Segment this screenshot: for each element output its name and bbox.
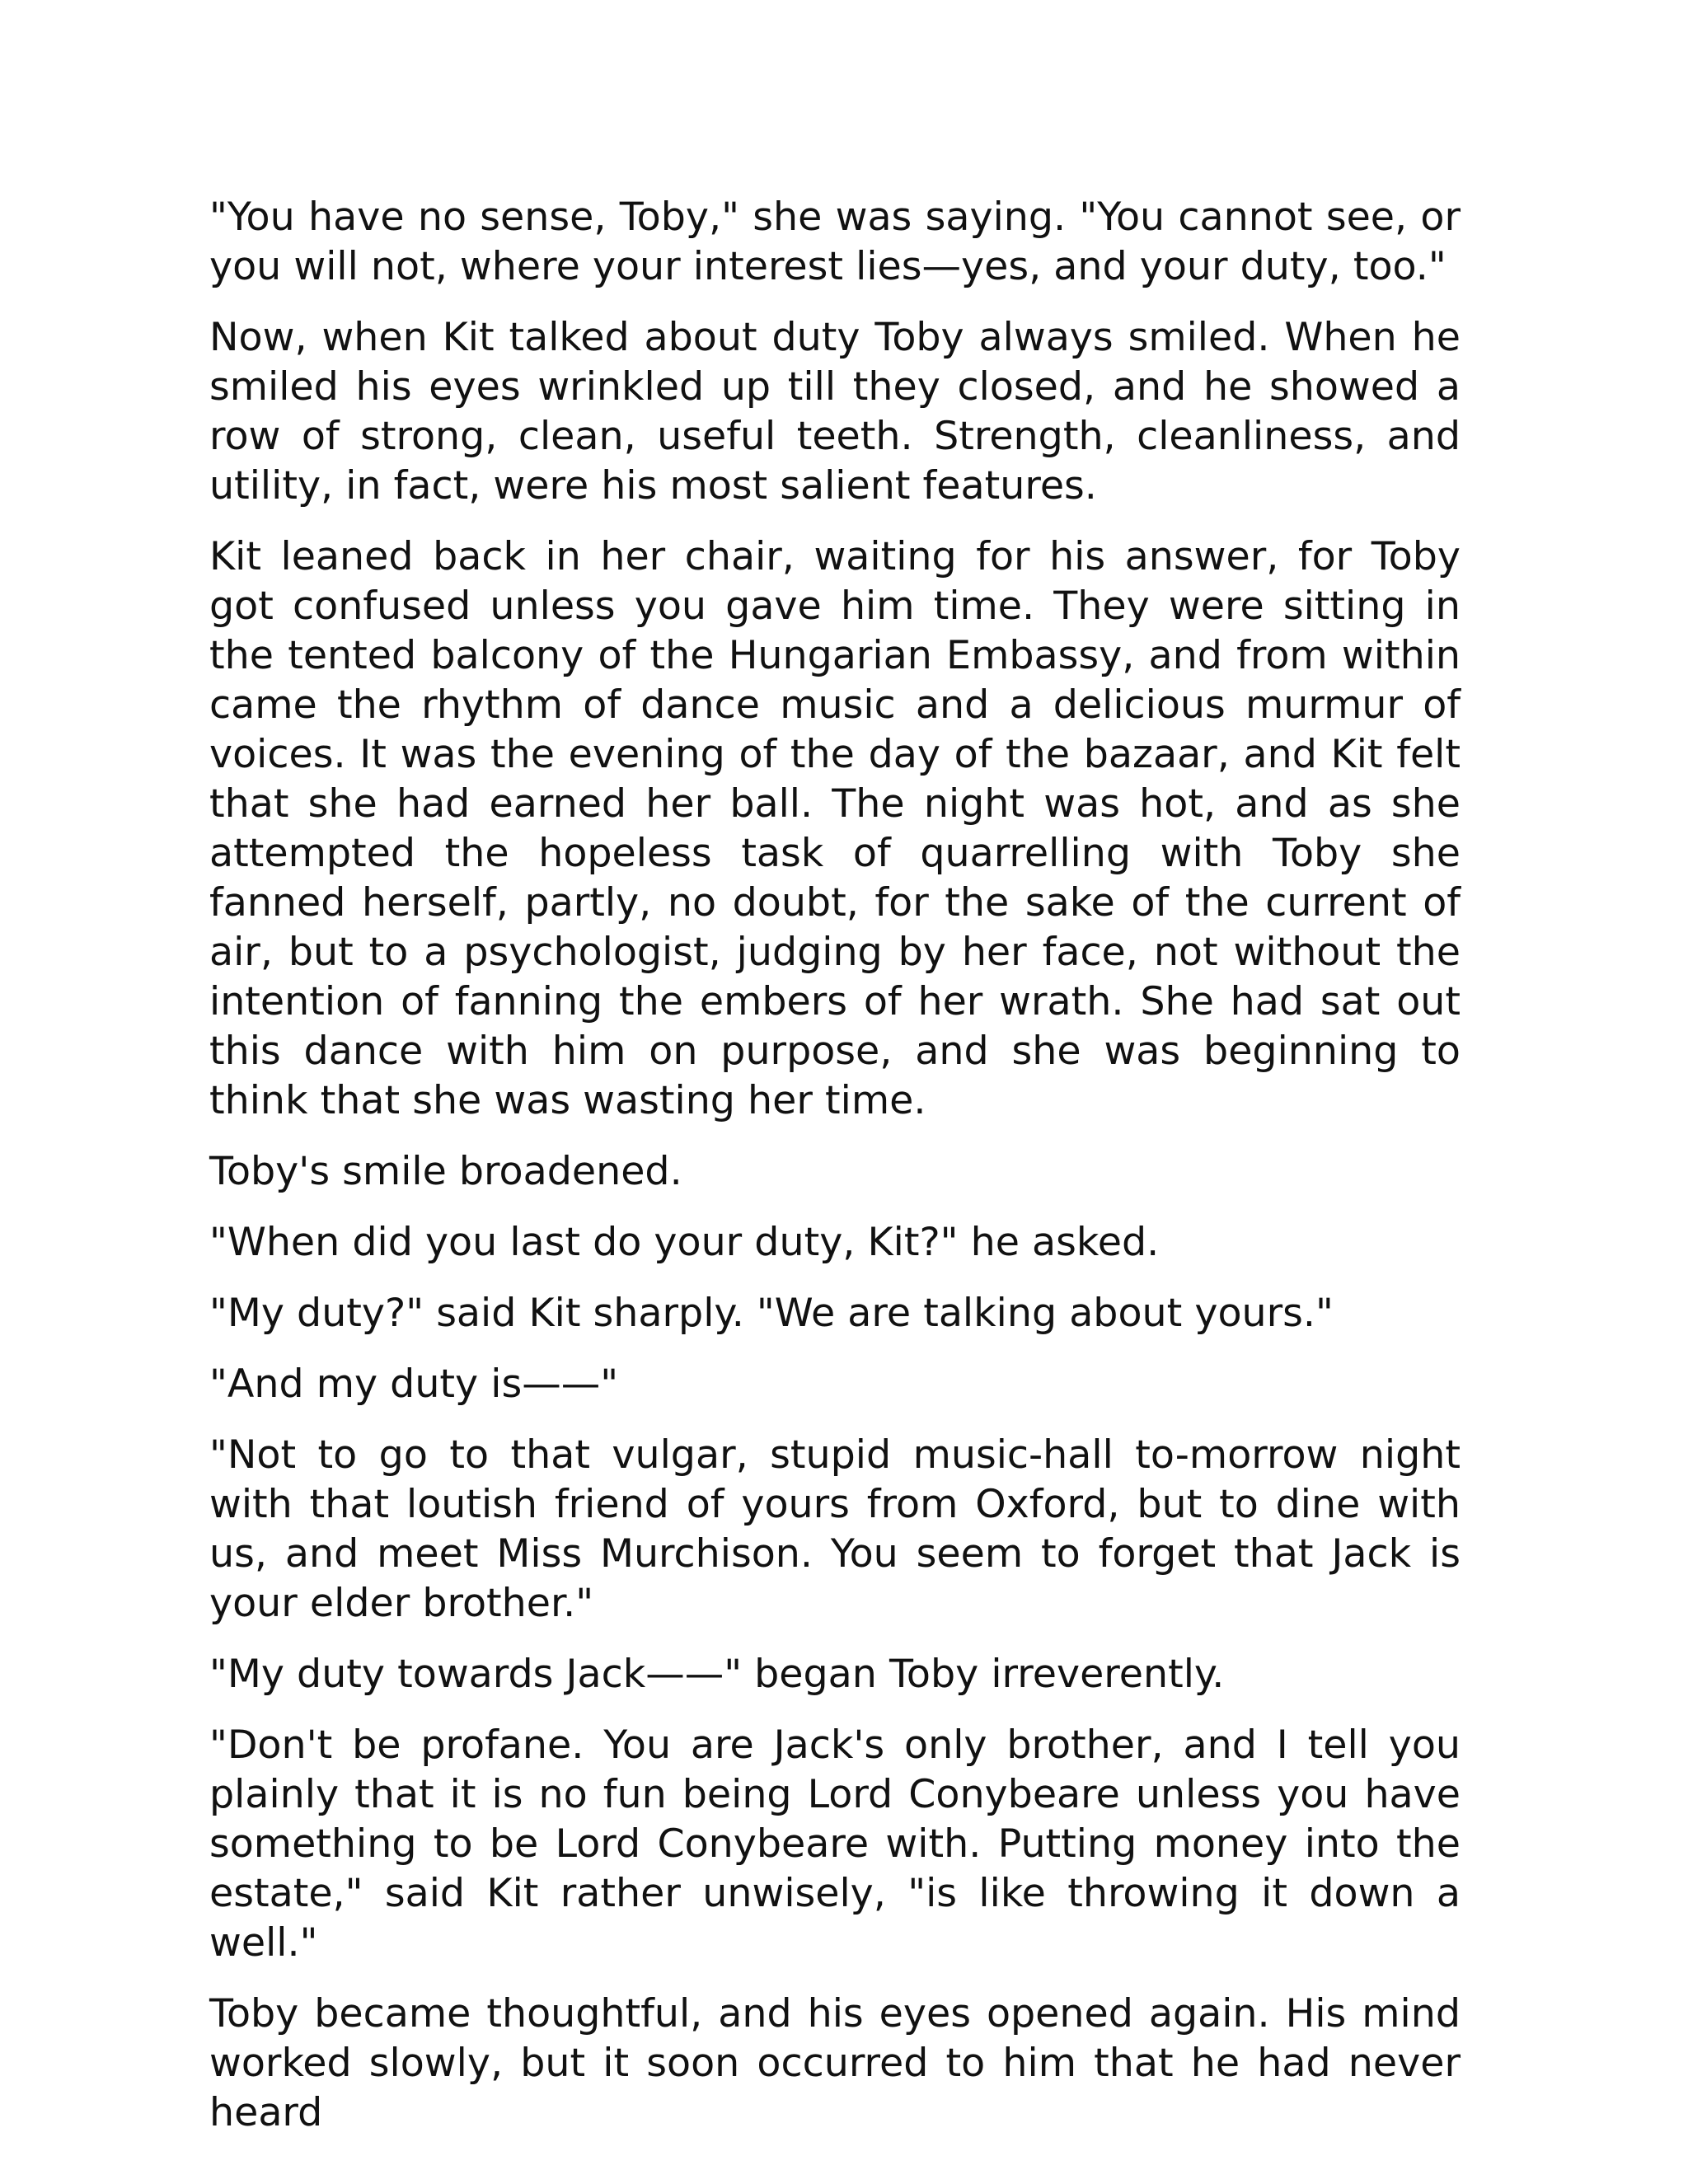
paragraph-2: Now, when Kit talked about duty Toby always smiled. When he smiled his eyes wrinkled up till they closed, and he showed a row of strong, clean, useful teeth. Strength, cleanliness, and utility, in fact, were his most salient features.: [209, 315, 1461, 509]
paragraph-4: Toby's smile broadened.: [209, 1149, 682, 1194]
paragraph-7: "And my duty is——": [209, 1361, 619, 1407]
paragraph-9: "My duty towards Jack——" began Toby irreverently.: [209, 1652, 1225, 1697]
paragraph-10: "Don't be profane. You are Jack's only brother, and I tell you plainly that it is no fun being Lord Conybeare unless you have something to be Lord Conybeare with. Putting money into the estate," said Kit rather unwisely, "is like throwing it down a well.": [209, 1722, 1461, 1966]
paragraph-8: "Not to go to that vulgar, stupid music-hall to-morrow night with that loutish friend of yours from Oxford, but to dine with us, and meet Miss Murchison. You seem to forget that Jack is your elder brother.": [209, 1432, 1461, 1626]
book-page-text: [209, 193, 1461, 2159]
paragraph-3: Kit leaned back in her chair, waiting for his answer, for Toby got confused unless you gave him time. They were sitting in the tented balcony of the Hungarian Embassy, and from within came the rhythm of dance music and a delicious murmur of voices. It was the evening of the day of the bazaar, and Kit felt that she had earned her ball. The night was hot, and as she attempted the hopeless task of quarrelling with Toby she fanned herself, partly, no doubt, for the sake of the current of air, but to a psychologist, judging by her face, not without the intention of fanning the embers of her wrath. She had sat out this dance with him on purpose, and she was beginning to think that she was wasting her time.: [209, 534, 1461, 1123]
paragraph-6: "My duty?" said Kit sharply. "We are talking about yours.": [209, 1291, 1334, 1336]
paragraph-11: Toby became thoughtful, and his eyes opened again. His mind worked slowly, but it soon occurred to him that he had never heard: [209, 1991, 1461, 2135]
paragraph-5: "When did you last do your duty, Kit?" he asked.: [209, 1220, 1160, 1265]
paragraph-1: "You have no sense, Toby," she was saying. "You cannot see, or you will not, where your interest lies—yes, and your duty, too.": [209, 194, 1461, 289]
